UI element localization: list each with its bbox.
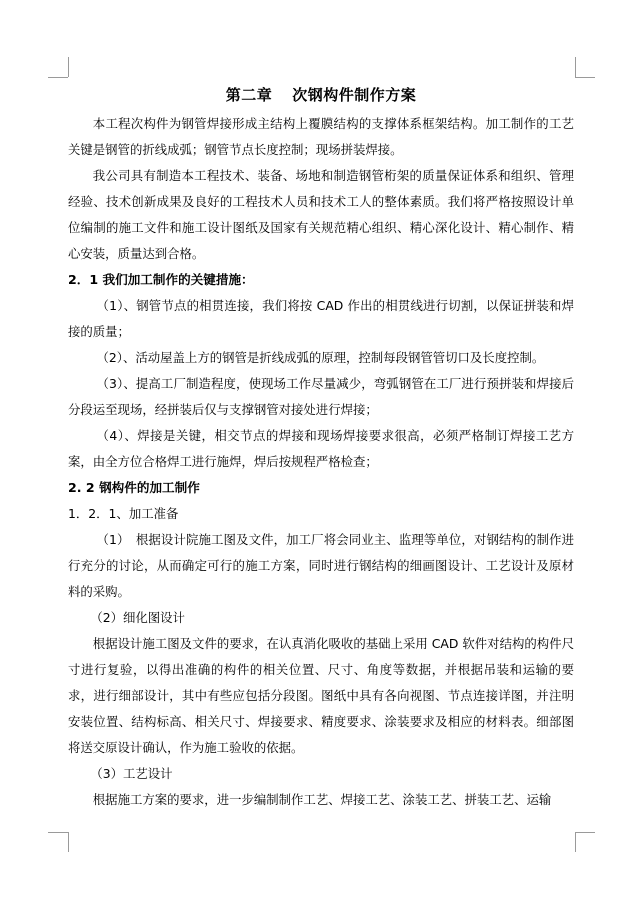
process-design-heading: （3）工艺设计: [90, 766, 173, 781]
crop-mark-top-left-v: [68, 57, 69, 77]
intro-paragraph-1: 本工程次构件为钢管焊接形成主结构上覆膜结构的支撑体系框架结构。加工制作的工艺关键是钢管的折线成弧；钢管节点长度控制；现场拼装焊接。: [68, 116, 574, 157]
crop-mark-top-right-h: [575, 77, 595, 78]
preparation-paragraph-1: （1） 根据设计院施工图及文件，加工厂将会同业主、监理等单位，对钢结构的制作进行充分的讨论，从而确定可行的施工方案，同时进行钢结构的细画图设计、工艺设计及原材料的采购。: [68, 532, 574, 599]
section-heading-2-1: 2．1 我们加工制作的关键措施：: [68, 272, 254, 287]
section-heading-2-2: 2. 2 钢构件的加工制作: [68, 480, 200, 495]
measure-paragraph-1: （1）、钢管节点的相贯连接，我们将按 CAD 作出的相贯线进行切割，以保证拼装和焊接的质量；: [68, 298, 574, 339]
subsection-heading-1-2-1: 1．2．1、加工准备: [68, 506, 179, 521]
document-body: [68, 82, 574, 813]
detail-design-paragraph: 根据设计施工图及文件的要求，在认真消化吸收的基础上采用 CAD 软件对结构的构件尺寸进行复验，以得出准确的构件的相关位置、尺寸、角度等数据，并根据吊装和运输的要求，进行细部设计，其中有些应包括分段图。图纸中具有各向视图、节点连接详图，并注明安装位置、结构标高、相关尺寸、焊接要求、精度要求、涂装要求及相应的材料表。细部图将送交原设计确认，作为施工验收的依据。: [68, 636, 574, 755]
intro-paragraph-2: 我公司具有制造本工程技术、装备、场地和制造钢管桁架的质量保证体系和组织、管理经验、技术创新成果及良好的工程技术人员和技术工人的整体素质。我们将严格按照设计单位编制的施工文件和施工设计图纸及国家有关规范精心组织、精心深化设计、精心制作、精心安装，质量达到合格。: [68, 168, 574, 261]
crop-mark-bottom-right-v: [575, 832, 576, 852]
measure-paragraph-2: （2）、活动屋盖上方的钢管是折线成弧的原理，控制每段钢管管切口及长度控制。: [96, 350, 545, 365]
measure-paragraph-3: （3）、提高工厂制造程度，使现场工作尽量减少，弯弧钢管在工厂进行预拼装和焊接后分段运至现场，经拼装后仅与支撑钢管对接处进行焊接；: [68, 376, 574, 417]
crop-mark-bottom-left-h: [48, 832, 68, 833]
crop-mark-top-right-v: [575, 57, 576, 77]
chapter-title: [68, 82, 574, 108]
detail-design-heading: （2）细化图设计: [90, 610, 185, 625]
process-design-paragraph: 根据施工方案的要求，进一步编制制作工艺、焊接工艺、涂装工艺、拼装工艺、运输: [92, 792, 552, 807]
crop-mark-bottom-right-h: [575, 832, 595, 833]
chapter-name: 次钢构件制作方案: [292, 86, 417, 104]
measure-paragraph-4: （4）、焊接是关键，相交节点的焊接和现场焊接要求很高，必须严格制订焊接工艺方案，由全方位合格焊工进行施焊，焊后按规程严格检查；: [68, 428, 574, 469]
crop-mark-bottom-left-v: [68, 832, 69, 852]
chapter-number: 第二章: [225, 86, 273, 104]
crop-mark-top-left-h: [48, 77, 68, 78]
